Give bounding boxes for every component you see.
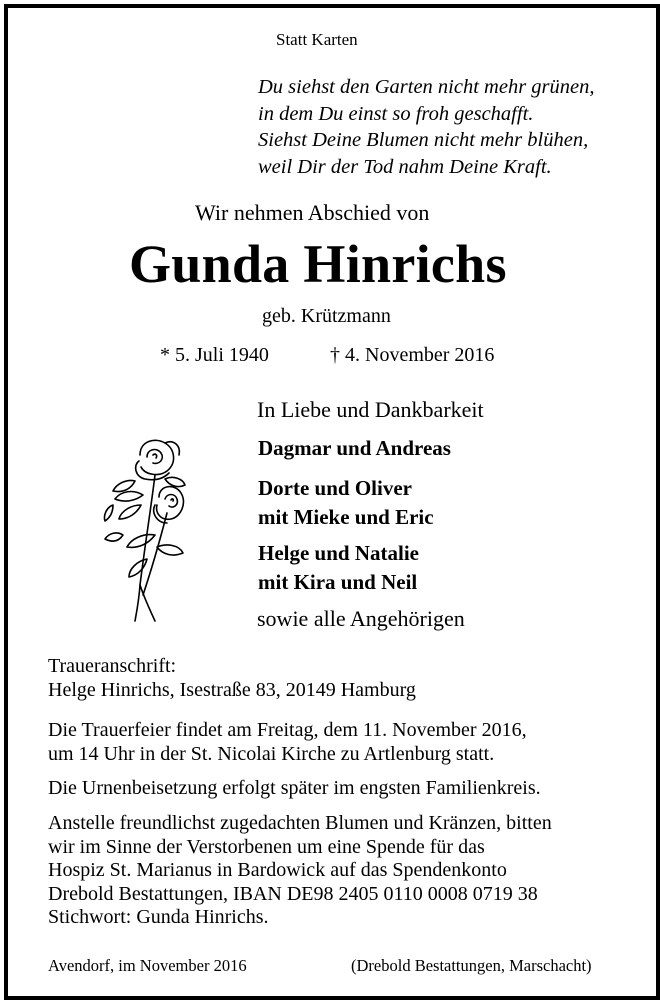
mourners-intro: In Liebe und Dankbarkeit (257, 397, 484, 422)
mourner-group (258, 474, 434, 532)
undertaker-credit: (Drebold Bestattungen, Marschacht) (351, 956, 592, 975)
paragraph-ceremony (48, 719, 527, 766)
address-line: Helge Hinrichs, Isestraße 83, 20149 Hamburg (48, 679, 416, 701)
rose-icon (95, 435, 195, 625)
paragraph-donation (48, 812, 552, 930)
paragraph-line: Anstelle freundlichst zugedachten Blumen und Kränzen, bitten (48, 812, 552, 834)
mourners-closing: sowie alle Angehörigen (257, 606, 465, 631)
rose-drawing (95, 435, 195, 625)
mourner-line: mit Kira und Neil (258, 570, 418, 594)
paragraph-line: um 14 Uhr in der St. Nicolai Kirche zu Artlenburg statt. (48, 742, 495, 765)
paragraph-line: Drebold Bestattungen, IBAN DE98 2405 0110 0008 0719 38 (48, 882, 538, 905)
poem (258, 74, 595, 180)
mourner-group (258, 539, 419, 597)
birth-name: geb. Krützmann (262, 305, 391, 327)
mourner-line: Dorte und Oliver (258, 476, 412, 500)
death-date: † 4. November 2016 (330, 344, 495, 366)
paragraph-line: Die Trauerfeier findet am Freitag, dem 11. November 2016, (48, 719, 527, 741)
birth-date: * 5. Juli 1940 (160, 344, 269, 366)
mourner-line: Dagmar und Andreas (258, 436, 451, 460)
paragraph-line: wir im Sinne der Verstorbenen um eine Spende für das (48, 835, 485, 858)
farewell-intro: Wir nehmen Abschied von (195, 200, 430, 225)
poem-line: Du siehst den Garten nicht mehr grünen, (258, 76, 595, 98)
address-label: Traueranschrift: (48, 655, 177, 677)
poem-line: weil Dir der Tod nahm Deine Kraft. (258, 155, 552, 178)
place-date: Avendorf, im November 2016 (48, 956, 247, 975)
paragraph-line: Stichwort: Gunda Hinrichs. (48, 906, 269, 928)
mourner-line: Helge und Natalie (258, 541, 419, 565)
paragraph-line: Die Urnenbeisetzung erfolgt später im engsten Familienkreis. (48, 777, 541, 799)
mourner-group (258, 434, 451, 463)
poem-line: in dem Du einst so froh geschafft. (258, 102, 534, 125)
poem-line: Siehst Deine Blumen nicht mehr blühen, (258, 129, 589, 151)
mourner-line: mit Mieke und Eric (258, 505, 434, 529)
statt-karten-label: Statt Karten (276, 30, 358, 49)
paragraph-burial (48, 777, 541, 801)
deceased-name: Gunda Hinrichs (129, 234, 507, 294)
paragraph-line: Hospiz St. Marianus in Bardowick auf das Spendenkonto (48, 859, 507, 881)
